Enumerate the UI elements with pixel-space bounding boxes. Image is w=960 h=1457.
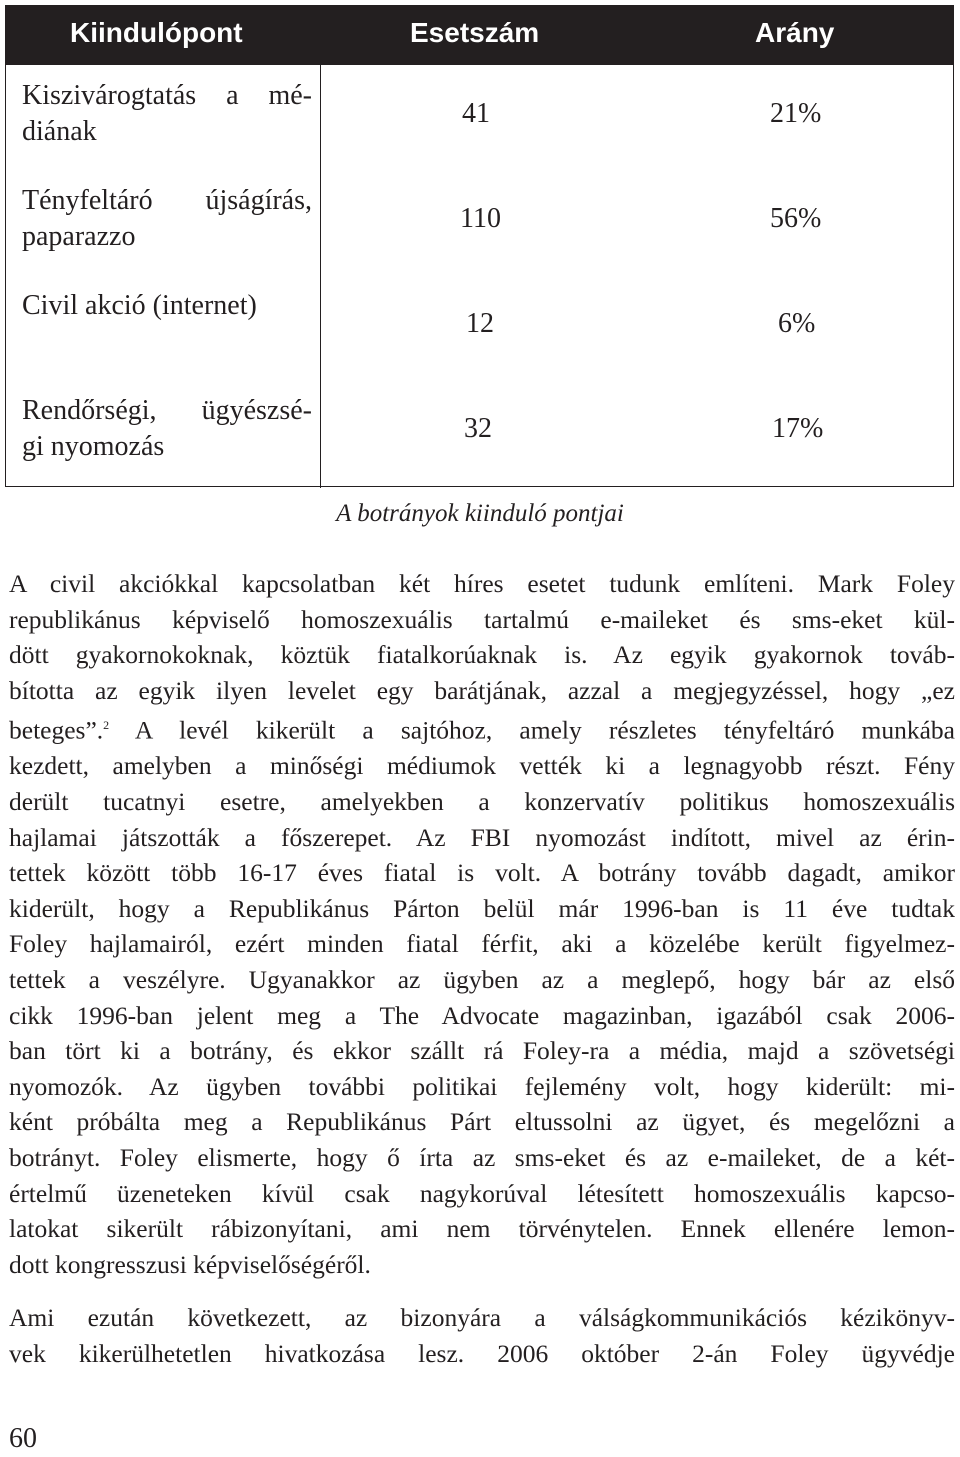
table-cell-count: 110 [460,203,501,234]
footnote-line: beteges”.$^2$ A levél kikerült a sajtóhoz, amely részletes tényfeltáró munkába [9,715,955,745]
table-row-label: Kiszivárogtatás a mé- diának [22,80,312,147]
table-cell-count: 12 [466,308,494,339]
header-kiindulopont: Kiindulópont [70,17,243,48]
table-row-label: Rendőrségi, ügyészsé- gi nyomozás [22,395,312,462]
body-paragraph-1: A civil akciókkal kapcsolatban két híres esetet tudunk említeni. Mark Foley republikánus képviselő homoszexuális tartalmú e-maileket és sms-eket kül- dött gyakornokoknak, köztük fiatalkorúaknak is. Az egyik gyakornok továb- bította az egyik ilyen levelet egy barátjának, azzal a megjegyzéssel, hogy „ez beteges”.$^2$ A levél kikerült a sajtóhoz, amely részletes tényfeltáró munkába kezdett, amelyben a minőségi médiumok vették ki a legnagyobb részt. Fény derült tucatnyi esetre, amelyekben a konzervatív politikus homoszexuális hajlamai játszották a főszerepet. Az FBI nyomozást indított, mivel az érin- tettek között több 16-17 éves fiatal is volt. A botrány tovább dagadt, amikor kiderült, hogy a Republikánus Párton belül már 1996-ban is 11 éve tudtak Foley hajlamairól, ezért minden fiatal férfit, aki a közelébe került figyelmez- tettek a veszélyre. Ugyanakkor az ügyben az a meglepő, hogy bár az első cikk 1996-ban jelent meg a The Advocate magazinban, igazából csak 2006- ban tört ki a botrány, és ekkor szállt rá Foley-ra a média, majd a szövetségi nyomozók. Az ügyben további politikai fejlemény volt, hogy kiderült: mi- ként próbálta meg a Republikánus Párt eltussolni az ügyet, és megelőzni a botrányt. Foley elismerte, hogy ő írta az sms-eket és az e-maileket, de a két- értelmű üzeneteken kívül csak nagykorúval létesített homoszexuális kapcso- latokat sikerült rábizonyítani, ami nem törvénytelen. Ennek ellenére lemon- dott kongresszusi képviselőségéről. [9,569,955,1279]
header-esetszam: Esetszám [410,17,540,48]
table-cell-count: 41 [462,98,490,129]
table-cell-ratio: 17% [772,413,824,444]
table-caption: A botrányok kiinduló pontjai [336,500,624,527]
column-divider [320,65,321,488]
footnote-mark: 2 [103,718,110,733]
table-cell-ratio: 6% [778,308,816,339]
page-number: 60 [9,1423,37,1454]
table-row-label: Tényfeltáró újságírás, paparazzo [22,185,312,252]
table-cell-ratio: 21% [770,98,822,129]
table-row-label: Civil akció (internet) [22,290,257,321]
table-cell-ratio: 56% [770,203,822,234]
header-arany: Arány [755,17,835,48]
table-header [5,5,954,65]
table-cell-count: 32 [464,413,492,444]
body-paragraph-2: Ami ezután következett, az bizonyára a válságkommunikációs kézikönyv- vek kikerülhetetlen hivatkozása lesz. 2006 október 2-án Foley ügyvédje [9,1303,955,1368]
